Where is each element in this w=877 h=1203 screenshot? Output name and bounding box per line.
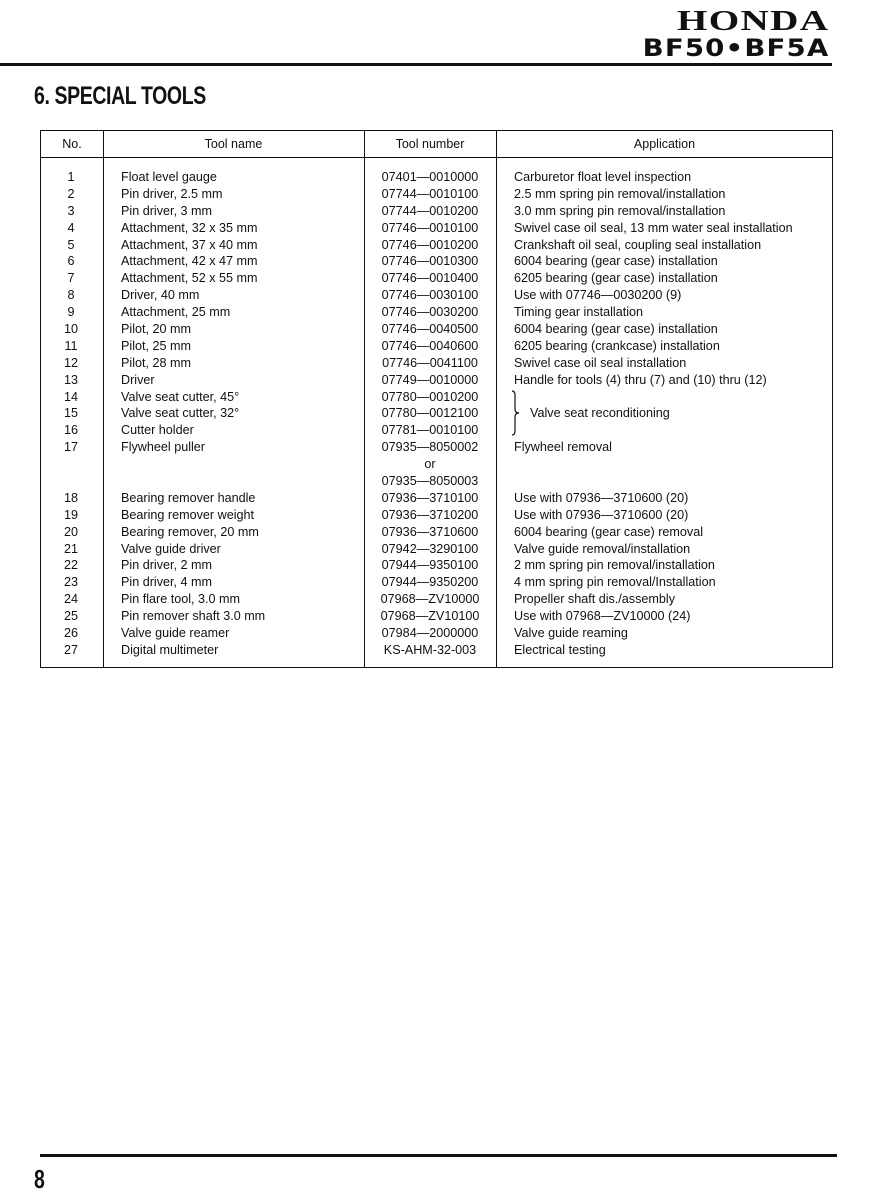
tool-name: Pin driver, 2 mm xyxy=(121,558,212,573)
row-number: 1 xyxy=(67,170,75,184)
row-number: 10 xyxy=(63,322,78,337)
header-tool-name: Tool name xyxy=(204,137,263,151)
row-number: 6 xyxy=(67,254,75,269)
tool-name: Float level gauge xyxy=(121,170,217,184)
application: 6004 bearing (gear case) removal xyxy=(514,524,704,539)
row-number: 22 xyxy=(63,558,78,573)
table-row xyxy=(41,372,832,389)
tool-name: Attachment, 37 x 40 mm xyxy=(121,237,258,252)
header-application: Application xyxy=(633,137,696,151)
tool-number: 07984—2000000 xyxy=(381,626,479,641)
tool-name: Pin driver, 3 mm xyxy=(121,203,212,218)
tool-name: Pin remover shaft 3.0 mm xyxy=(121,609,266,624)
tool-name: Bearing remover handle xyxy=(121,490,256,505)
tool-number: 07944—9350200 xyxy=(381,575,479,590)
tool-number: 07746—0010200 xyxy=(381,237,479,252)
row-number: 27 xyxy=(63,642,78,657)
row-number: 9 xyxy=(67,305,75,320)
tool-name: Driver, 40 mm xyxy=(121,288,200,303)
footer-divider xyxy=(40,1154,837,1157)
section-title: 6. SPECIAL TOOLS xyxy=(34,82,206,110)
table-row xyxy=(41,625,832,642)
table-row xyxy=(41,541,832,558)
row-number: 3 xyxy=(67,203,75,218)
application: Swivel case oil seal installation xyxy=(514,355,687,370)
header-divider xyxy=(0,63,832,66)
table-row xyxy=(41,642,832,659)
page-number: 8 xyxy=(34,1164,45,1194)
tool-number: 07749—0010000 xyxy=(381,372,479,387)
tool-number: 07746—0030200 xyxy=(381,305,479,320)
table-row xyxy=(41,456,832,473)
table-row xyxy=(41,389,832,406)
table-header-row xyxy=(41,131,832,158)
tool-number: 07968—ZV10000 xyxy=(380,592,480,607)
tool-number: 07936—3710600 xyxy=(381,524,479,539)
table-row xyxy=(41,321,832,338)
tool-name: Attachment, 52 x 55 mm xyxy=(121,271,258,286)
row-number: 26 xyxy=(63,626,78,641)
table-row xyxy=(41,287,832,304)
tool-name: Attachment, 25 mm xyxy=(121,305,231,320)
tool-name: Valve seat cutter, 45° xyxy=(121,389,240,404)
table-row xyxy=(41,591,832,608)
table-row xyxy=(41,439,832,456)
tool-name: Cutter holder xyxy=(121,423,194,438)
brand-logo: HONDA xyxy=(676,5,829,37)
tool-number: 07746—0040600 xyxy=(381,338,479,353)
table-row xyxy=(41,203,832,220)
table-row xyxy=(41,338,832,355)
tool-number: 07935—8050002 xyxy=(381,440,479,455)
application: 6004 bearing (gear case) installation xyxy=(514,254,718,269)
tool-name: Pilot, 28 mm xyxy=(121,355,191,370)
table-row xyxy=(41,355,832,372)
tool-name: Driver xyxy=(121,372,155,387)
tool-name: Digital multimeter xyxy=(121,642,219,657)
header-no: No. xyxy=(62,137,82,151)
tool-number: 07935—8050003 xyxy=(381,474,479,489)
tool-name: Pilot, 25 mm xyxy=(121,338,191,353)
row-number: 18 xyxy=(63,490,78,505)
application: Carburetor float level inspection xyxy=(514,170,692,184)
application: Electrical testing xyxy=(514,642,606,657)
tool-number: 07746—0040500 xyxy=(381,322,479,337)
application: Swivel case oil seal, 13 mm water seal installation xyxy=(514,220,793,235)
row-number: 8 xyxy=(67,288,75,303)
row-number: 5 xyxy=(67,237,75,252)
tool-number: 07780—0010200 xyxy=(381,389,479,404)
row-number: 11 xyxy=(64,338,78,353)
model-name: BF50•BF5A xyxy=(642,34,829,62)
tool-name: Pin flare tool, 3.0 mm xyxy=(121,592,240,607)
table-row xyxy=(41,220,832,237)
table-row xyxy=(41,405,832,422)
tool-number: 07744—0010100 xyxy=(381,186,479,201)
application: Flywheel removal xyxy=(514,440,612,455)
application: 4 mm spring pin removal/Installation xyxy=(514,575,716,590)
tool-name: Attachment, 32 x 35 mm xyxy=(121,220,258,235)
table-row xyxy=(41,524,832,541)
tool-name: Flywheel puller xyxy=(121,440,205,455)
row-number: 2 xyxy=(67,186,75,201)
tool-number: 07744—0010200 xyxy=(381,203,479,218)
row-number: 4 xyxy=(67,220,75,235)
application: Valve guide reaming xyxy=(514,626,628,641)
row-number: 16 xyxy=(63,423,78,438)
row-number: 25 xyxy=(63,609,78,624)
row-number: 23 xyxy=(63,575,78,590)
application: Use with 07936—3710600 (20) xyxy=(514,507,689,522)
tool-number: or xyxy=(424,457,436,472)
application: Use with 07968—ZV10000 (24) xyxy=(514,609,691,624)
tool-number: 07780—0012100 xyxy=(381,406,479,421)
application: 2.5 mm spring pin removal/installation xyxy=(514,186,726,201)
tool-number: 07746—0010300 xyxy=(381,254,479,269)
table-row xyxy=(41,253,832,270)
tool-name: Bearing remover, 20 mm xyxy=(121,524,259,539)
table-row xyxy=(41,270,832,287)
table-row xyxy=(41,574,832,591)
tool-number: 07781—0010100 xyxy=(381,423,479,438)
tool-number: 07944—9350100 xyxy=(381,558,479,573)
tool-number: 07746—0010100 xyxy=(381,220,479,235)
application: Timing gear installation xyxy=(514,305,644,320)
table-row xyxy=(41,557,832,574)
tool-number: 07936—3710200 xyxy=(381,507,479,522)
application: Propeller shaft dis./assembly xyxy=(514,592,675,607)
row-number: 20 xyxy=(63,524,78,539)
tool-name: Bearing remover weight xyxy=(121,507,254,522)
table-row xyxy=(41,507,832,524)
row-number: 7 xyxy=(67,271,75,286)
application: 2 mm spring pin removal/installation xyxy=(514,558,715,573)
header-tool-number: Tool number xyxy=(395,137,465,151)
application: 6004 bearing (gear case) installation xyxy=(514,322,718,337)
application: Use with 07746—0030200 (9) xyxy=(514,288,682,303)
tool-name: Valve guide driver xyxy=(121,541,221,556)
row-number: 12 xyxy=(63,355,78,370)
table-row xyxy=(41,304,832,321)
tool-name: Pin driver, 2.5 mm xyxy=(121,186,223,201)
application: 6205 bearing (crankcase) installation xyxy=(514,338,720,353)
tool-name: Attachment, 42 x 47 mm xyxy=(121,254,258,269)
tool-number: 07942—3290100 xyxy=(381,541,479,556)
row-number: 21 xyxy=(63,541,78,556)
tool-number: 07746—0030100 xyxy=(381,288,479,303)
row-number: 13 xyxy=(63,372,78,387)
application: Use with 07936—3710600 (20) xyxy=(514,490,689,505)
tool-number: 07401—0010000 xyxy=(381,170,479,184)
application: 3.0 mm spring pin removal/installation xyxy=(514,203,726,218)
table-row xyxy=(41,169,832,186)
tool-number: 07968—ZV10100 xyxy=(380,609,480,624)
application: Valve seat reconditioning xyxy=(530,406,670,421)
row-number: 24 xyxy=(63,592,78,607)
tool-name: Pilot, 20 mm xyxy=(121,322,191,337)
tool-name: Pin driver, 4 mm xyxy=(121,575,212,590)
row-number: 17 xyxy=(63,440,78,455)
table-body xyxy=(41,169,832,659)
row-number: 19 xyxy=(63,507,78,522)
tool-number: KS-AHM-32-003 xyxy=(383,642,477,657)
brand-block xyxy=(642,5,829,62)
special-tools-table xyxy=(40,130,833,668)
row-number: 14 xyxy=(63,389,78,404)
tool-number: 07746—0041100 xyxy=(382,355,478,370)
row-number: 15 xyxy=(63,406,78,421)
table-row xyxy=(41,422,832,439)
tool-name: Valve seat cutter, 32° xyxy=(121,406,240,421)
tool-number: 07936—3710100 xyxy=(381,490,479,505)
application: Handle for tools (4) thru (7) and (10) thru (12) xyxy=(514,372,767,387)
table-row xyxy=(41,490,832,507)
table-row xyxy=(41,608,832,625)
application: Crankshaft oil seal, coupling seal installation xyxy=(514,237,762,252)
application: 6205 bearing (gear case) installation xyxy=(514,271,718,286)
application: Valve guide removal/installation xyxy=(514,541,691,556)
tool-name: Valve guide reamer xyxy=(121,626,230,641)
table-row xyxy=(41,237,832,254)
table-row xyxy=(41,473,832,490)
table-row xyxy=(41,186,832,203)
tool-number: 07746—0010400 xyxy=(381,271,479,286)
